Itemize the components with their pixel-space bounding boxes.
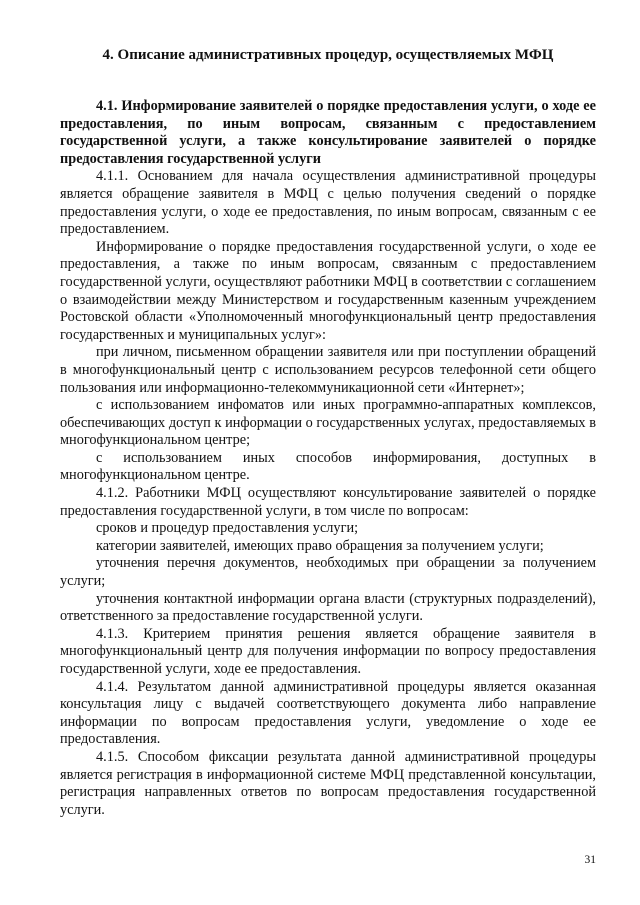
paragraph: 4.1.2. Работники МФЦ осуществляют консультирование заявителей о порядке предоставления государственной услуги, в том числе по вопросам:	[60, 485, 596, 519]
paragraph: уточнения контактной информации органа власти (структурных подразделений), ответственного за предоставление государственной услуги.	[60, 590, 596, 625]
paragraph: сроков и процедур предоставления услуги;	[96, 520, 359, 537]
paragraph: Информирование о порядке предоставления государственной услуги, о ходе ее предоставления, а также по иным вопросам, связанным с предоставлением государственной услуги, осуществляют работники МФЦ в соответствии с соглашением о взаимодействии между Министерством и государственным казенным учреждением Ростовской области «Уполномоченный многофункциональный центр предоставления государственных и муниципальных услуг»:	[60, 238, 596, 343]
paragraph: с использованием инфоматов или иных программно-аппаратных комплексов, обеспечивающих доступ к информации о государственных услугах, предоставляемых в многофункциональном центре;	[60, 397, 596, 449]
subsection-heading: 4.1. Информирование заявителей о порядке предоставления услуги, о ходе ее предоставления, по иным вопросам, связанным с предоставлением государственной услуги, а также консультирование заявителей о порядке предоставления государственной услуги	[60, 98, 596, 167]
paragraph: 4.1.5. Способом фиксации результата данной административной процедуры является регистрация в информационной системе МФЦ представленной консультации, регистрация направленных ответов по вопросам предоставления государственной услуги.	[60, 748, 596, 818]
paragraph: категории заявителей, имеющих право обращения за получением услуги;	[96, 537, 544, 554]
paragraph: уточнения перечня документов, необходимых при обращении за получением услуги;	[60, 555, 596, 590]
paragraph: при личном, письменном обращении заявителя или при поступлении обращений в многофункциональный центр с использованием ресурсов телефонной сети общего пользования или информационно-телекоммуникационной сети «Интернет»;	[60, 344, 596, 396]
document-body	[60, 98, 596, 819]
paragraph: 4.1.3. Критерием принятия решения является обращение заявителя в многофункциональный центр для получения информации по вопросу предоставления государственной услуги, ходе ее предоставления.	[60, 625, 596, 677]
paragraph: 4.1.1. Основанием для начала осуществления административной процедуры является обращение заявителя в МФЦ с целью получения сведений о порядке предоставления услуги, о ходе ее предоставления, по иным вопросам, связанным с ее предоставлением.	[60, 168, 596, 238]
section-heading: 4. Описание административных процедур, осуществляемых МФЦ	[102, 47, 554, 63]
paragraph: 4.1.4. Результатом данной административной процедуры является оказанная консультация лицу с выдачей соответствующего документа либо направление информации по вопросам предоставления услуги, уведомление о ходе ее предоставления.	[60, 678, 596, 748]
paragraph: с использованием иных способов информирования, доступных в многофункциональном центре.	[60, 449, 596, 484]
page-number: 31	[584, 854, 596, 866]
